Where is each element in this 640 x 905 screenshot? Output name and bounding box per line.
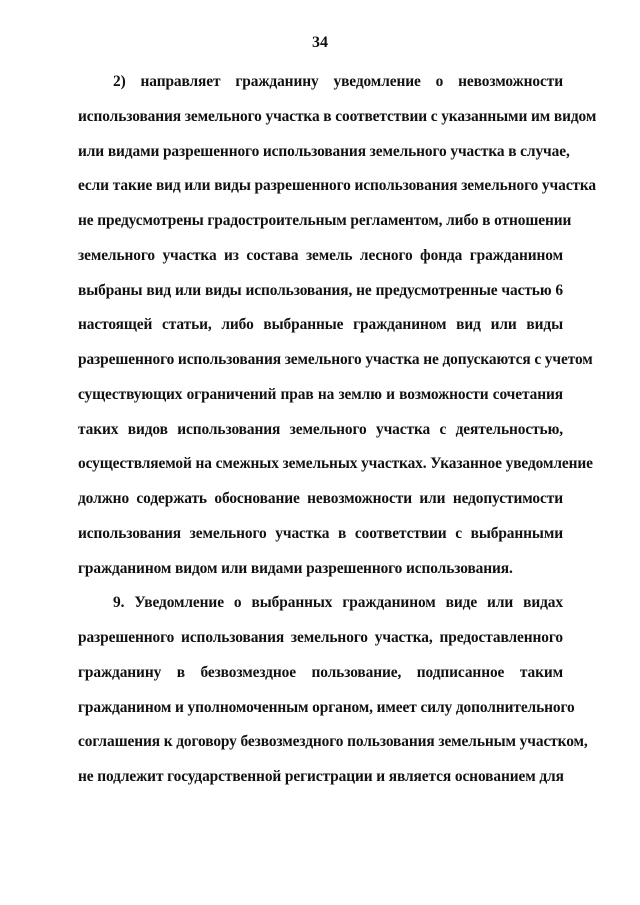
text-line: осуществляемой на смежных земельных участках. Указанное уведомление <box>78 455 593 473</box>
text-line: или видами разрешенного использования земельного участка в случае, <box>78 142 570 160</box>
page-number: 34 <box>312 34 328 51</box>
text-line: использования земельного участка в соответствии с выбранными <box>78 524 563 542</box>
document-body <box>78 65 597 795</box>
text-line: таких видов использования земельного участка с деятельностью, <box>78 420 563 438</box>
text-line: использования земельного участка в соответствии с указанными им видом <box>78 107 597 125</box>
text-line: разрешенного использования земельного участка, предоставленного <box>78 629 563 646</box>
text-line: не подлежит государственной регистрации и является основанием для <box>78 768 564 785</box>
text-line: 2) направляет гражданину уведомление о невозможности <box>113 73 563 90</box>
text-line: если такие вид или виды разрешенного использования земельного участка <box>78 177 597 195</box>
text-line: настоящей статьи, либо выбранные гражданином вид или виды <box>78 316 563 334</box>
text-line: не предусмотрены градостроительным регламентом, либо в отношении <box>78 212 572 229</box>
paragraph-item-2 <box>78 65 597 586</box>
text-line: 9. Уведомление о выбранных гражданином виде или видах <box>113 594 563 612</box>
text-line: гражданином видом или видами разрешенного использования. <box>78 559 513 577</box>
text-line: гражданином и уполномоченным органом, имеет силу дополнительного <box>78 698 575 716</box>
text-line: земельного участка из состава земель лесного фонда гражданином <box>78 246 563 264</box>
text-line: разрешенного использования земельного участка не допускаются с учетом <box>78 351 593 368</box>
paragraph-section-9 <box>78 586 588 795</box>
text-line: существующих ограничений прав на землю и возможности сочетания <box>78 385 563 403</box>
text-line: должно содержать обоснование невозможности или недопустимости <box>78 490 563 507</box>
text-line: выбраны вид или виды использования, не предусмотренные частью 6 <box>78 281 563 299</box>
text-line: соглашения к договору безвозмездного пользования земельным участком, <box>78 733 588 751</box>
text-line: гражданину в безвозмездное пользование, подписанное таким <box>78 663 563 681</box>
